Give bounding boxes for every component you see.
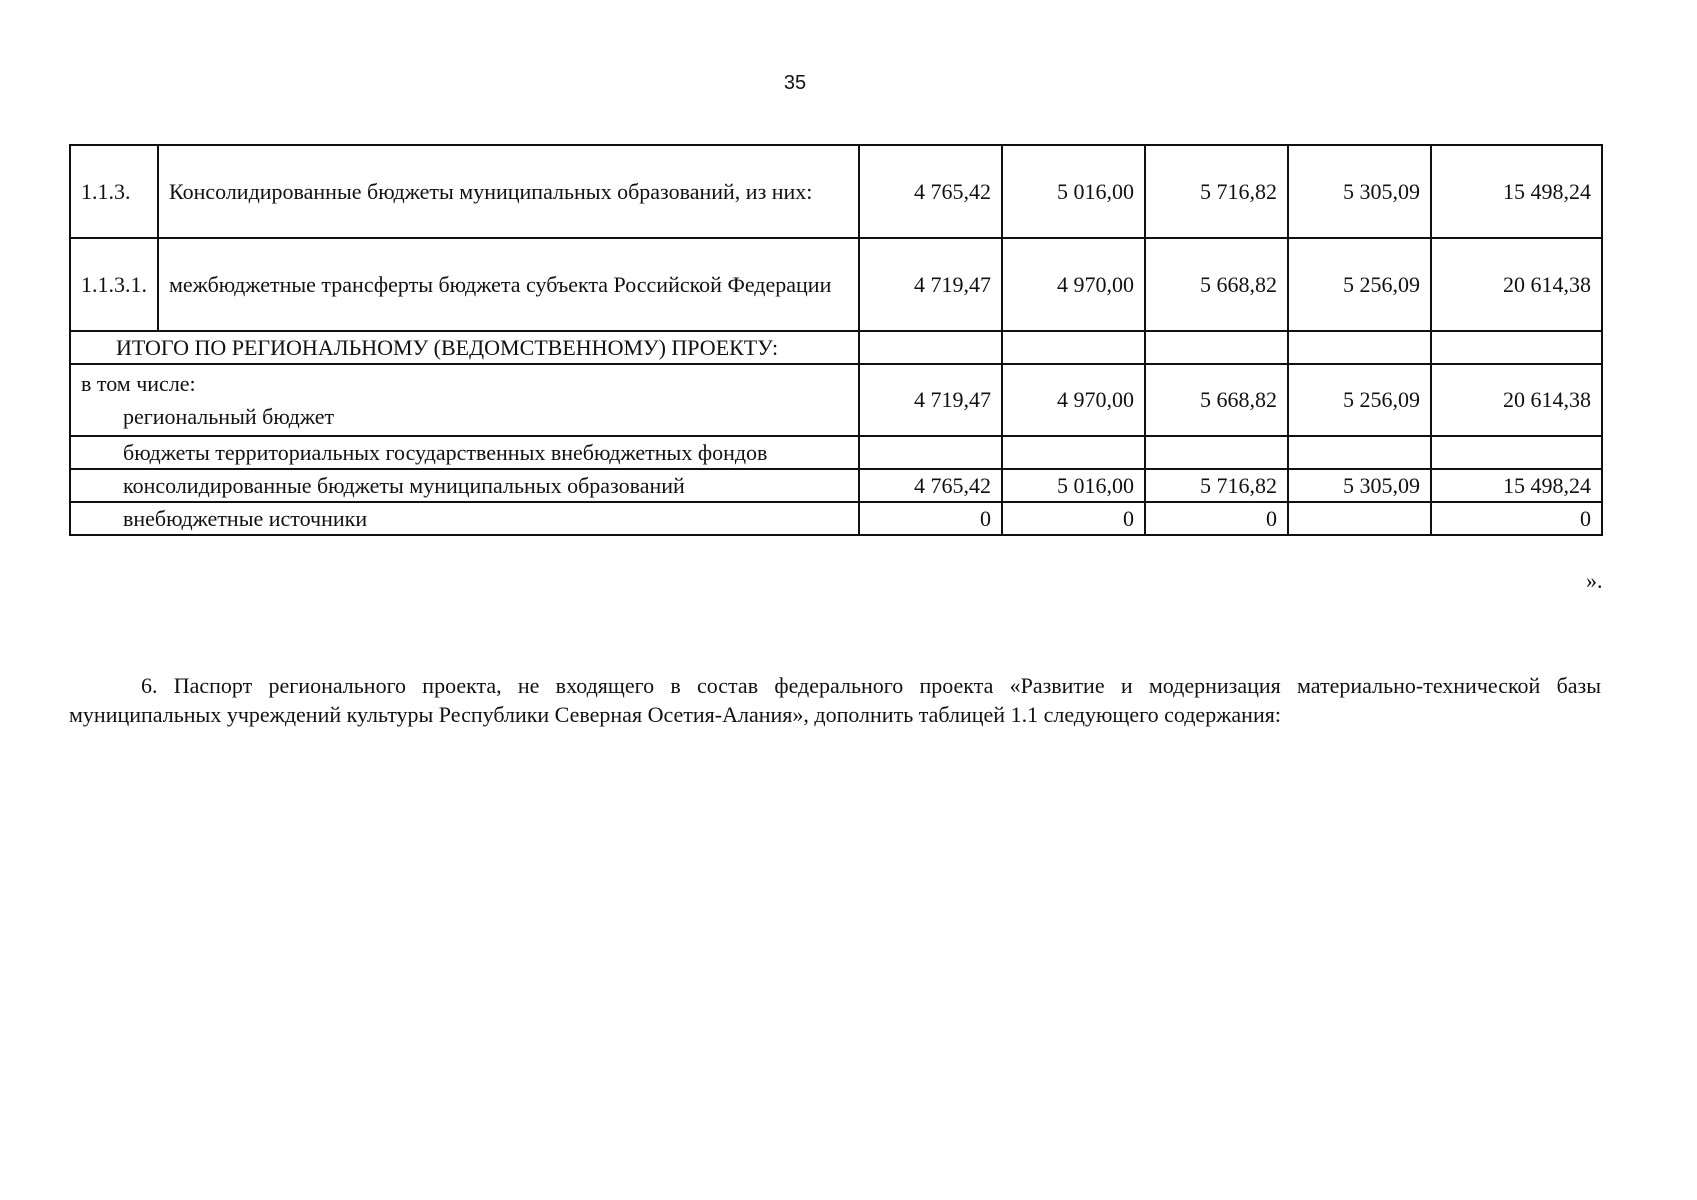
row-code: 1.1.3. xyxy=(70,145,158,238)
regional-budget-row xyxy=(70,364,1602,436)
value-cell: 20 614,38 xyxy=(1431,238,1602,331)
page-number: 35 xyxy=(783,72,807,94)
value-cell xyxy=(1431,436,1602,469)
value-cell: 0 xyxy=(1002,502,1145,535)
value-cell: 4 719,47 xyxy=(859,364,1002,436)
value-cell xyxy=(1288,436,1431,469)
value-cell: 15 498,24 xyxy=(1431,469,1602,502)
including-prefix: в том числе: xyxy=(81,370,196,396)
offbudget-row xyxy=(70,502,1602,535)
value-cell: 4 970,00 xyxy=(1002,364,1145,436)
value-cell: 4 765,42 xyxy=(859,469,1002,502)
row-code: 1.1.3.1. xyxy=(70,238,158,331)
value-cell: 15 498,24 xyxy=(1431,145,1602,238)
value-cell: 5 668,82 xyxy=(1145,238,1288,331)
value-cell: 5 016,00 xyxy=(1002,145,1145,238)
row-label: Консолидированные бюджеты муниципальных образований, из них: xyxy=(158,145,859,238)
value-cell: 4 719,47 xyxy=(859,238,1002,331)
value-cell: 20 614,38 xyxy=(1431,364,1602,436)
value-cell: 4 765,42 xyxy=(859,145,1002,238)
value-cell xyxy=(1145,331,1288,364)
value-cell: 0 xyxy=(1145,502,1288,535)
table-row xyxy=(70,238,1602,331)
value-cell: 5 305,09 xyxy=(1288,469,1431,502)
value-cell: 5 256,09 xyxy=(1288,238,1431,331)
value-cell: 5 305,09 xyxy=(1288,145,1431,238)
value-cell xyxy=(1288,502,1431,535)
value-cell: 0 xyxy=(859,502,1002,535)
value-cell: 5 016,00 xyxy=(1002,469,1145,502)
offbudget-label: внебюджетные источники xyxy=(70,502,859,535)
value-cell xyxy=(859,331,1002,364)
funds-label: бюджеты территориальных государственных внебюджетных фондов xyxy=(70,436,859,469)
funds-row xyxy=(70,436,1602,469)
total-label: ИТОГО ПО РЕГИОНАЛЬНОМУ (ВЕДОМСТВЕННОМУ) ПРОЕКТУ: xyxy=(70,331,859,364)
value-cell xyxy=(1288,331,1431,364)
budget-table xyxy=(69,144,1603,536)
value-cell: 5 668,82 xyxy=(1145,364,1288,436)
municipal-row xyxy=(70,469,1602,502)
value-cell: 5 256,09 xyxy=(1288,364,1431,436)
value-cell: 5 716,82 xyxy=(1145,469,1288,502)
municipal-label: консолидированные бюджеты муниципальных образований xyxy=(70,469,859,502)
regional-budget-label xyxy=(70,364,859,436)
regional-budget-text: региональный бюджет xyxy=(123,404,335,429)
value-cell: 5 716,82 xyxy=(1145,145,1288,238)
value-cell xyxy=(859,436,1002,469)
total-row xyxy=(70,331,1602,364)
value-cell xyxy=(1431,331,1602,364)
value-cell: 0 xyxy=(1431,502,1602,535)
table-row xyxy=(70,145,1602,238)
value-cell: 4 970,00 xyxy=(1002,238,1145,331)
closing-quote: ». xyxy=(1586,568,1603,593)
body-paragraph: 6. Паспорт регионального проекта, не входящего в состав федерального проекта «Развитие и модернизация материально-технической базы муниципальных учреждений культуры Республики Северная Осетия-Алания», дополнить таблицей 1.1 следующего содержания: xyxy=(69,673,1601,727)
value-cell xyxy=(1002,331,1145,364)
value-cell xyxy=(1002,436,1145,469)
value-cell xyxy=(1145,436,1288,469)
row-label: межбюджетные трансферты бюджета субъекта Российской Федерации xyxy=(158,238,859,331)
